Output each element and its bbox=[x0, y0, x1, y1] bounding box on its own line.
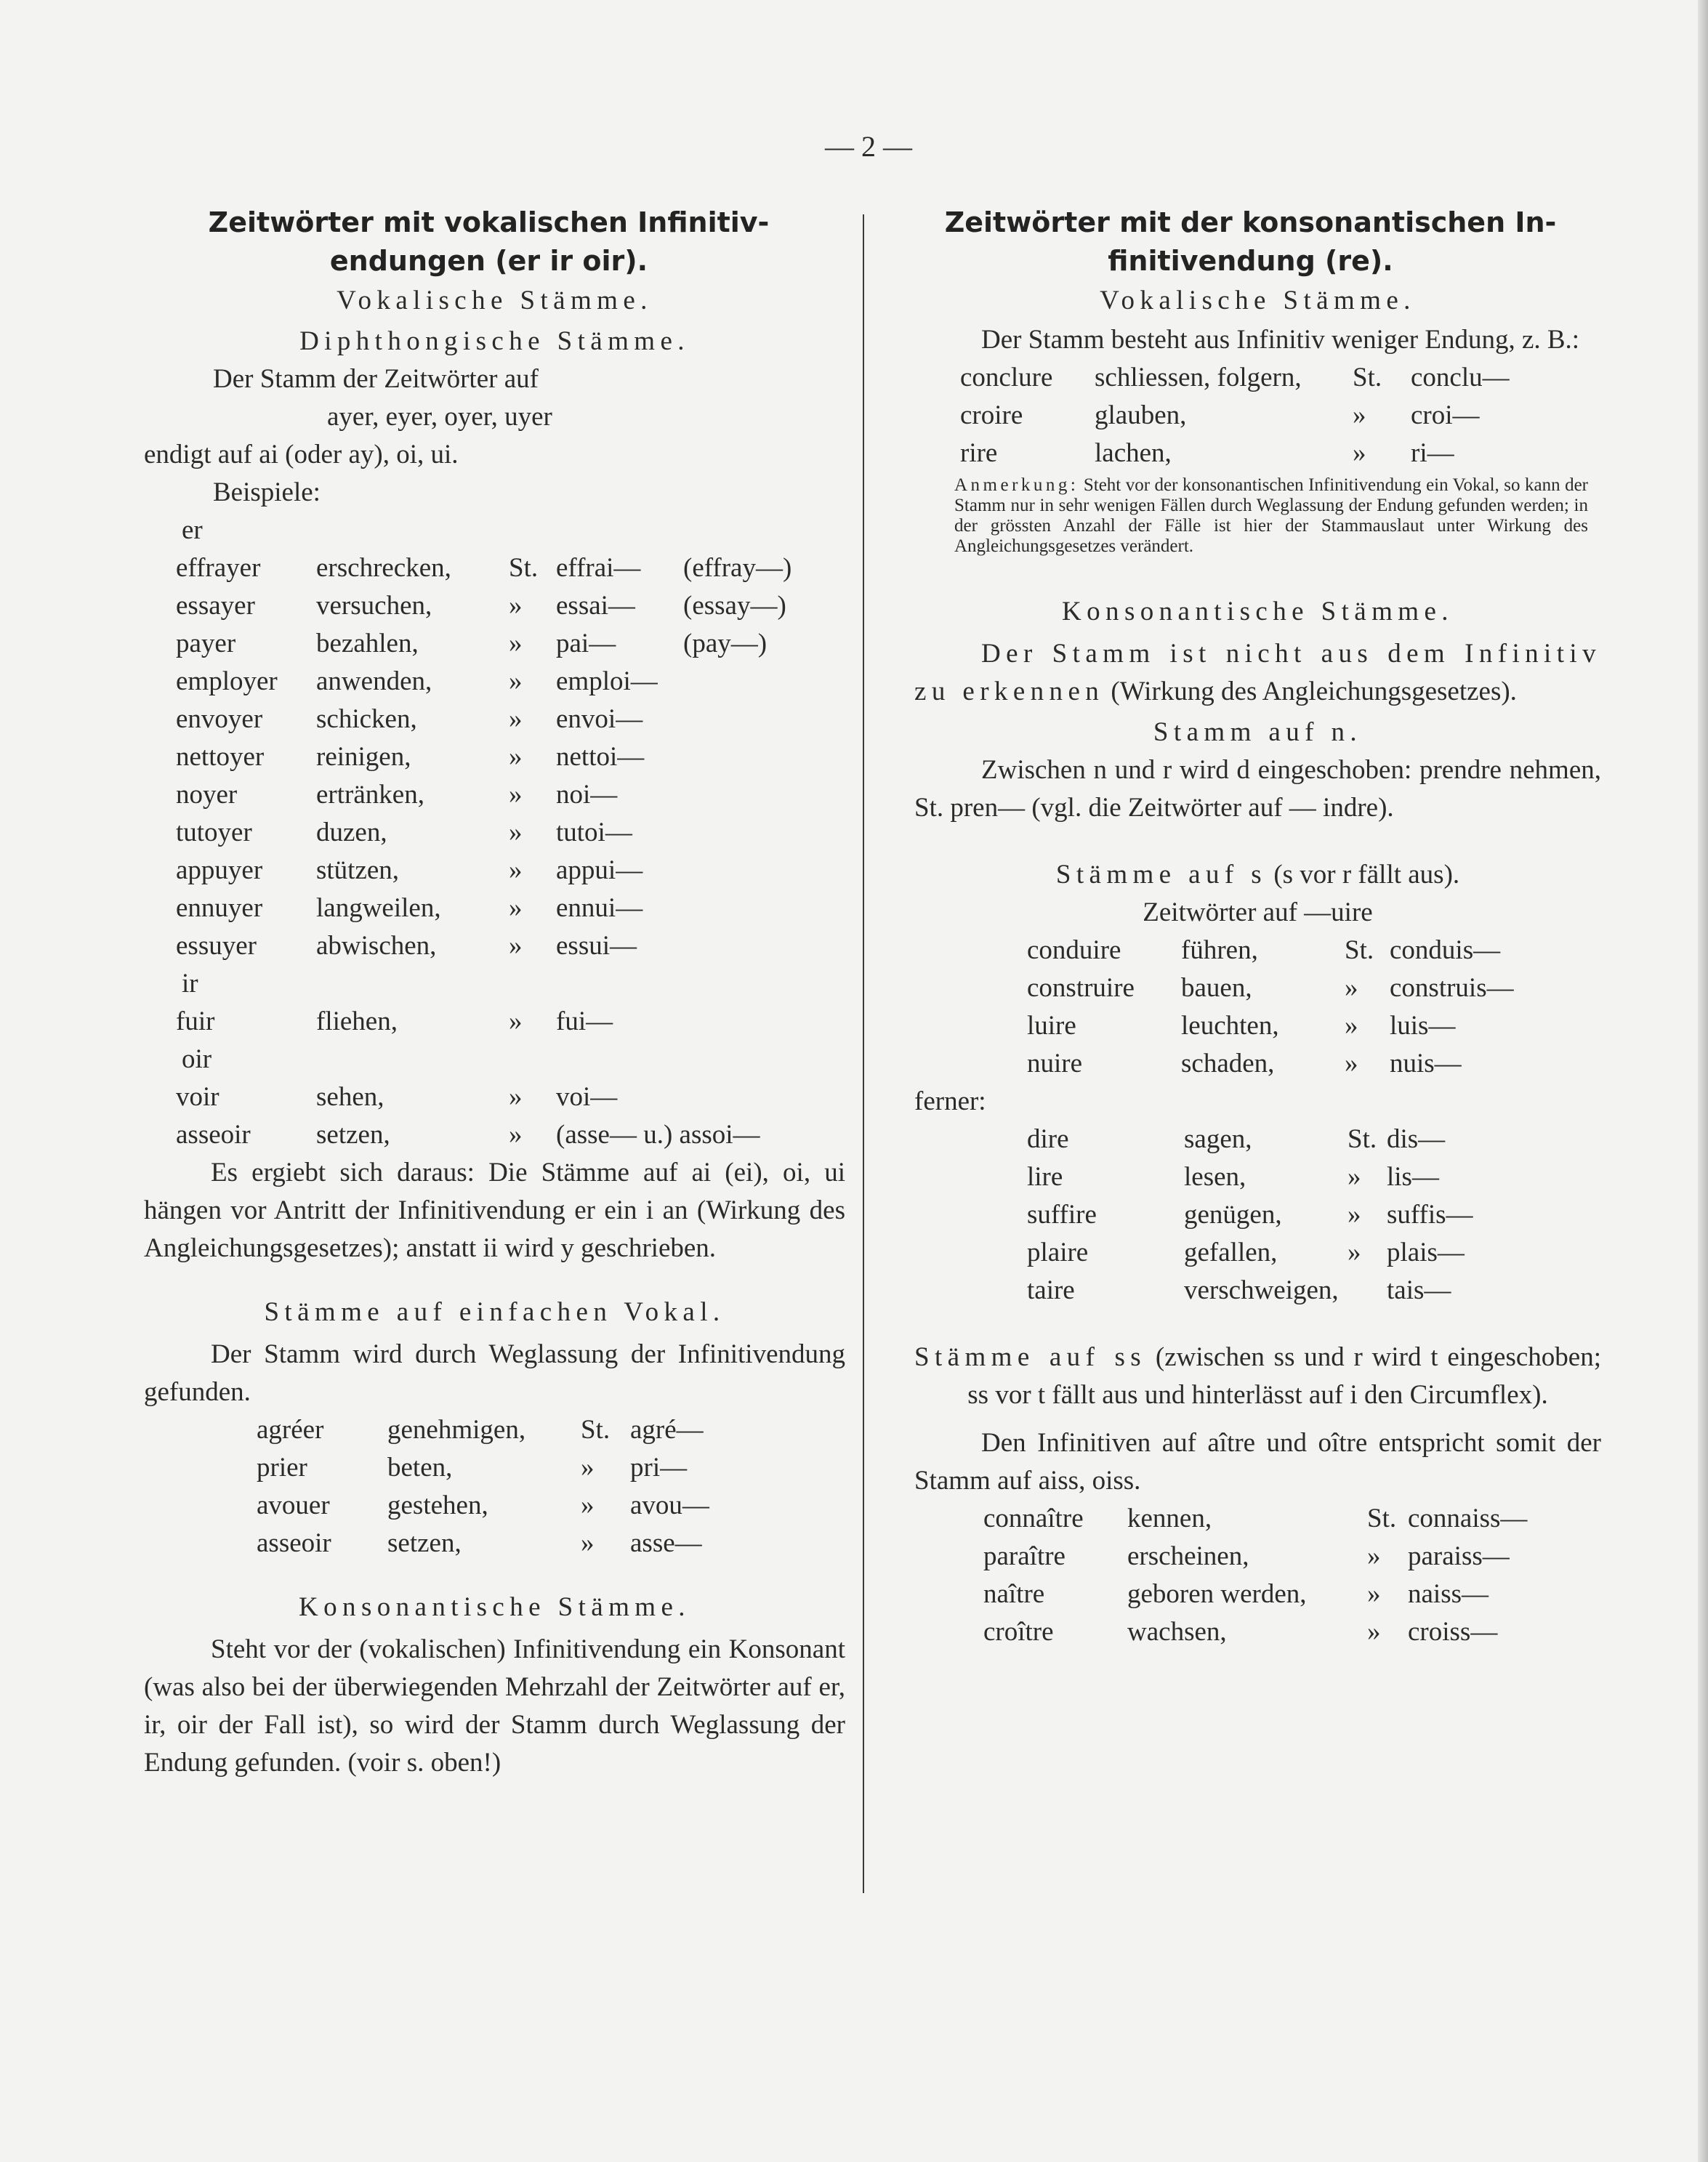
left-subheading-vokalisch: Vokalische Stämme. bbox=[337, 286, 653, 315]
verb-row bbox=[144, 587, 845, 625]
left-intro-2: ayer, eyer, oyer, uyer bbox=[327, 402, 552, 432]
verb-infinitive: tutoyer bbox=[176, 818, 252, 847]
verb-alt bbox=[683, 890, 821, 927]
verb-row bbox=[914, 1121, 1601, 1158]
verb-meaning: bauen, bbox=[1181, 973, 1252, 1003]
verb-meaning: abwischen, bbox=[316, 931, 437, 961]
verb-row bbox=[914, 1272, 1601, 1310]
verb-meaning: setzen, bbox=[387, 1528, 462, 1558]
verb-mark: » bbox=[1345, 973, 1358, 1003]
verb-mark: St. bbox=[1367, 1504, 1397, 1533]
verb-stem: croiss— bbox=[1408, 1617, 1498, 1647]
verb-alt bbox=[683, 701, 821, 738]
left-verb-table-ir bbox=[144, 1003, 845, 1041]
verb-meaning: wachsen, bbox=[1127, 1617, 1227, 1647]
verb-stem: agré— bbox=[630, 1415, 704, 1445]
verb-meaning: kennen, bbox=[1127, 1504, 1212, 1533]
right-subheading-konsonantisch: Konsonantische Stämme. bbox=[1062, 597, 1454, 626]
verb-meaning: verschweigen, bbox=[1184, 1275, 1339, 1305]
right-intro: Der Stamm besteht aus Infinitiv weniger Endung, z. B.: bbox=[981, 325, 1580, 355]
verb-meaning: lachen, bbox=[1095, 438, 1172, 468]
verb-stem: voi— bbox=[556, 1082, 618, 1112]
verb-mark: » bbox=[509, 704, 523, 734]
right-verb-table-uire bbox=[914, 932, 1601, 1083]
verb-mark: » bbox=[1348, 1200, 1361, 1230]
verb-stem: plais— bbox=[1387, 1238, 1465, 1267]
right-heading: Zeitwörter mit der konsonantischen In-finitivendung (re). bbox=[944, 206, 1557, 277]
verb-stem: noi— bbox=[556, 780, 618, 810]
verb-row bbox=[144, 549, 845, 587]
right-note bbox=[954, 475, 1588, 557]
verb-stem: construis— bbox=[1390, 973, 1514, 1003]
verb-mark: St. bbox=[1353, 363, 1382, 392]
left-group-oir: oir bbox=[182, 1044, 212, 1074]
verb-alt bbox=[683, 776, 821, 814]
verb-mark: » bbox=[509, 742, 523, 772]
right-aitre-text: Den Infinitiven auf aître und oître entspricht somit der Stamm auf aiss, oiss. bbox=[914, 1428, 1601, 1496]
verb-meaning: bezahlen, bbox=[316, 629, 419, 658]
verb-infinitive: essuyer bbox=[176, 931, 257, 961]
verb-infinitive: effrayer bbox=[176, 553, 261, 583]
verb-mark: » bbox=[1353, 438, 1366, 468]
right-verb-table-ferner bbox=[914, 1121, 1601, 1310]
verb-stem: essai— bbox=[556, 591, 635, 621]
right-verb-table-aitre bbox=[914, 1500, 1601, 1651]
verb-stem: ri— bbox=[1411, 438, 1454, 468]
verb-row bbox=[144, 1487, 845, 1525]
left-verb-table-simple bbox=[144, 1411, 845, 1562]
right-verb-table-vokalisch bbox=[914, 359, 1601, 472]
verb-infinitive: naître bbox=[983, 1579, 1045, 1609]
verb-row bbox=[914, 1576, 1601, 1613]
verb-meaning: reinigen, bbox=[316, 742, 411, 772]
verb-stem: paraiss— bbox=[1408, 1541, 1510, 1571]
ss-rest: (zwischen ss und r wird t eingeschoben; ss vor t fällt aus und hinterlässt auf i den Circumflex). bbox=[967, 1342, 1601, 1410]
verb-infinitive: croître bbox=[983, 1617, 1054, 1647]
left-kons-text: Steht vor der (vokalischen) Infinitivendung ein Konsonant (was also bei der überwiegenden Mehrzahl der Zeitwörter auf er, ir, oir der Fall ist), so wird der Stamm durch Weglassung der Endung gefunden. (voir s. oben!) bbox=[144, 1634, 845, 1778]
left-simple-text: Der Stamm wird durch Weglassung der Infinitivendung gefunden. bbox=[144, 1339, 845, 1407]
verb-alt bbox=[683, 663, 821, 701]
right-subheading-vokalisch: Vokalische Stämme. bbox=[1100, 286, 1416, 315]
verb-stem: nettoi— bbox=[556, 742, 645, 772]
verb-stem: croi— bbox=[1411, 400, 1480, 430]
verb-meaning: setzen, bbox=[316, 1120, 390, 1150]
verb-stem: emploi— bbox=[556, 666, 658, 696]
column-divider bbox=[863, 214, 864, 1893]
verb-meaning: sehen, bbox=[316, 1082, 384, 1112]
verb-mark: » bbox=[1345, 1049, 1358, 1078]
left-conclusion: Es ergiebt sich daraus: Die Stämme auf ai (ei), oi, ui hängen vor Antritt der Infinitivendung er ein i an (Wirkung des Angleichungsgesetzes); anstatt ii wird y geschrieben. bbox=[144, 1158, 845, 1263]
verb-meaning: schicken, bbox=[316, 704, 417, 734]
verb-mark: » bbox=[509, 1120, 523, 1150]
verb-row bbox=[914, 1007, 1601, 1045]
verb-row bbox=[914, 1045, 1601, 1083]
stamm-s-rest: (s vor r fällt aus). bbox=[1273, 860, 1460, 890]
verb-row bbox=[144, 814, 845, 852]
verb-mark: » bbox=[1348, 1238, 1361, 1267]
verb-row bbox=[144, 1525, 845, 1562]
kons-spaced: Der Stamm ist nicht aus dem Infinitiv zu erkennen bbox=[914, 639, 1601, 706]
verb-stem: suffis— bbox=[1387, 1200, 1473, 1230]
verb-mark: » bbox=[1348, 1162, 1361, 1192]
verb-stem: naiss— bbox=[1408, 1579, 1489, 1609]
left-subheading-einfach: Stämme auf einfachen Vokal. bbox=[264, 1297, 725, 1327]
right-n-text: Zwischen n und r wird d eingeschoben: prendre nehmen, St. pren— (vgl. die Zeitwörter auf — indre). bbox=[914, 755, 1601, 823]
right-ss-text bbox=[914, 1339, 1601, 1414]
verb-infinitive: luire bbox=[1027, 1011, 1076, 1041]
verb-meaning: leuchten, bbox=[1181, 1011, 1279, 1041]
verb-stem: appui— bbox=[556, 855, 643, 885]
verb-meaning: schaden, bbox=[1181, 1049, 1275, 1078]
verb-infinitive: conduire bbox=[1027, 935, 1121, 965]
right-subheading-stamm-n: Stamm auf n. bbox=[1153, 717, 1363, 747]
right-kons-text bbox=[914, 635, 1601, 711]
verb-meaning: schliessen, folgern, bbox=[1095, 363, 1302, 392]
left-subheading-diphthong: Diphthongische Stämme. bbox=[299, 326, 690, 356]
verb-infinitive: appuyer bbox=[176, 855, 263, 885]
verb-infinitive: dire bbox=[1027, 1124, 1069, 1154]
kons-rest: (Wirkung des Angleichungsgesetzes). bbox=[1111, 677, 1517, 706]
verb-mark: » bbox=[1367, 1617, 1381, 1647]
verb-infinitive: taire bbox=[1027, 1275, 1075, 1305]
left-group-ir: ir bbox=[182, 969, 198, 999]
verb-row bbox=[144, 927, 845, 965]
verb-infinitive: paraître bbox=[983, 1541, 1066, 1571]
verb-mark: » bbox=[509, 818, 523, 847]
verb-stem: conduis— bbox=[1390, 935, 1501, 965]
verb-row bbox=[144, 1116, 845, 1154]
verb-stem: connaiss— bbox=[1408, 1504, 1528, 1533]
verb-alt bbox=[683, 927, 821, 965]
verb-mark: St. bbox=[581, 1415, 611, 1445]
verb-infinitive: lire bbox=[1027, 1162, 1063, 1192]
left-column bbox=[144, 203, 845, 1782]
verb-stem: conclu— bbox=[1411, 363, 1510, 392]
right-ferner: ferner: bbox=[914, 1086, 986, 1116]
verb-stem: pri— bbox=[630, 1453, 688, 1483]
verb-mark: » bbox=[509, 591, 523, 621]
verb-infinitive: asseoir bbox=[257, 1528, 331, 1558]
verb-stem: avou— bbox=[630, 1491, 709, 1520]
verb-mark: St. bbox=[509, 553, 539, 583]
verb-mark: » bbox=[509, 931, 523, 961]
left-verb-table-oir bbox=[144, 1078, 845, 1154]
left-subheading-konsonantisch: Konsonantische Stämme. bbox=[299, 1592, 690, 1622]
verb-stem: ennui— bbox=[556, 893, 643, 923]
verb-meaning: beten, bbox=[387, 1453, 453, 1483]
verb-row bbox=[914, 1538, 1601, 1576]
verb-mark: St. bbox=[1345, 935, 1374, 965]
verb-infinitive: fuir bbox=[176, 1007, 215, 1036]
verb-meaning: gefallen, bbox=[1184, 1238, 1278, 1267]
verb-row bbox=[914, 1613, 1601, 1651]
verb-stem: envoi— bbox=[556, 704, 643, 734]
verb-row bbox=[144, 663, 845, 701]
verb-alt: (essay—) bbox=[683, 591, 786, 621]
verb-meaning: genehmigen, bbox=[387, 1415, 526, 1445]
verb-meaning: langweilen, bbox=[316, 893, 441, 923]
verb-row bbox=[914, 359, 1601, 397]
verb-row bbox=[144, 1078, 845, 1116]
verb-infinitive: voir bbox=[176, 1082, 219, 1112]
verb-infinitive: noyer bbox=[176, 780, 238, 810]
verb-row bbox=[914, 1500, 1601, 1538]
verb-row bbox=[144, 738, 845, 776]
verb-alt bbox=[683, 814, 821, 852]
verb-infinitive: conclure bbox=[960, 363, 1053, 392]
verb-meaning: erscheinen, bbox=[1127, 1541, 1249, 1571]
verb-infinitive: prier bbox=[257, 1453, 307, 1483]
left-heading: Zeitwörter mit vokalischen Infinitiv-endungen (er ir oir). bbox=[208, 206, 770, 277]
stamm-s-spaced: Stämme auf s bbox=[1055, 860, 1268, 890]
verb-stem: lis— bbox=[1387, 1162, 1439, 1192]
verb-mark: » bbox=[1345, 1011, 1358, 1041]
verb-infinitive: agréer bbox=[257, 1415, 324, 1445]
page-edge-shadow bbox=[1698, 0, 1708, 2162]
verb-infinitive: construire bbox=[1027, 973, 1135, 1003]
verb-stem: dis— bbox=[1387, 1124, 1446, 1154]
verb-stem: pai— bbox=[556, 629, 616, 658]
verb-meaning: erschrecken, bbox=[316, 553, 451, 583]
verb-row bbox=[144, 890, 845, 927]
verb-infinitive: connaître bbox=[983, 1504, 1084, 1533]
verb-mark: » bbox=[581, 1528, 595, 1558]
verb-mark: » bbox=[509, 666, 523, 696]
verb-infinitive: employer bbox=[176, 666, 278, 696]
verb-mark: » bbox=[509, 855, 523, 885]
verb-meaning: geboren werden, bbox=[1127, 1579, 1307, 1609]
verb-infinitive: croire bbox=[960, 400, 1023, 430]
verb-meaning: glauben, bbox=[1095, 400, 1187, 430]
ss-spaced: Stämme auf ss bbox=[914, 1342, 1147, 1372]
verb-row bbox=[144, 1003, 845, 1041]
verb-alt: (pay—) bbox=[683, 629, 768, 658]
verb-stem: essui— bbox=[556, 931, 637, 961]
verb-stem: asse— bbox=[630, 1528, 702, 1558]
verb-infinitive: suffire bbox=[1027, 1200, 1097, 1230]
note-label: Anmerkung: bbox=[954, 475, 1079, 495]
verb-row bbox=[914, 1158, 1601, 1196]
right-column bbox=[914, 203, 1601, 1651]
verb-mark: » bbox=[509, 1007, 523, 1036]
verb-alt bbox=[683, 1003, 821, 1041]
verb-row bbox=[144, 1449, 845, 1487]
verb-meaning: fliehen, bbox=[316, 1007, 398, 1036]
verb-infinitive: essayer bbox=[176, 591, 255, 621]
verb-infinitive: nuire bbox=[1027, 1049, 1083, 1078]
verb-row bbox=[914, 1234, 1601, 1272]
verb-infinitive: ennuyer bbox=[176, 893, 263, 923]
verb-row bbox=[144, 1411, 845, 1449]
verb-stem: tais— bbox=[1387, 1275, 1451, 1305]
verb-mark: » bbox=[1367, 1541, 1381, 1571]
verb-meaning: anwenden, bbox=[316, 666, 432, 696]
verb-infinitive: envoyer bbox=[176, 704, 263, 734]
verb-stem: luis— bbox=[1390, 1011, 1456, 1041]
verb-alt bbox=[683, 738, 821, 776]
verb-mark: » bbox=[509, 780, 523, 810]
verb-mark: » bbox=[1353, 400, 1366, 430]
verb-stem: nuis— bbox=[1390, 1049, 1462, 1078]
verb-row bbox=[914, 1196, 1601, 1234]
verb-meaning: ertränken, bbox=[316, 780, 424, 810]
verb-meaning: lesen, bbox=[1184, 1162, 1246, 1192]
verb-row bbox=[144, 852, 845, 890]
verb-mark: » bbox=[509, 893, 523, 923]
verb-row bbox=[144, 625, 845, 663]
verb-stem: effrai— bbox=[556, 553, 641, 583]
verb-infinitive: avouer bbox=[257, 1491, 330, 1520]
verb-meaning: versuchen, bbox=[316, 591, 432, 621]
right-uire-label: Zeitwörter auf —uire bbox=[1143, 898, 1373, 927]
verb-meaning: stützen, bbox=[316, 855, 400, 885]
verb-mark bbox=[1348, 1272, 1387, 1310]
verb-meaning: gestehen, bbox=[387, 1491, 488, 1520]
verb-mark: » bbox=[581, 1453, 595, 1483]
verb-row bbox=[914, 932, 1601, 969]
verb-mark: » bbox=[509, 629, 523, 658]
verb-meaning: sagen, bbox=[1184, 1124, 1252, 1154]
left-beispiele: Beispiele: bbox=[213, 477, 321, 507]
verb-row bbox=[914, 969, 1601, 1007]
verb-infinitive: asseoir bbox=[176, 1120, 251, 1150]
verb-mark: » bbox=[1367, 1579, 1381, 1609]
right-subheading-stamm-s bbox=[914, 856, 1601, 894]
verb-alt bbox=[683, 852, 821, 890]
verb-row bbox=[914, 397, 1601, 435]
verb-meaning: genügen, bbox=[1184, 1200, 1282, 1230]
left-verb-table-er bbox=[144, 549, 845, 965]
page-number: — 2 — bbox=[825, 130, 912, 163]
left-intro-3: endigt auf ai (oder ay), oi, ui. bbox=[144, 440, 459, 469]
verb-infinitive: payer bbox=[176, 629, 236, 658]
verb-meaning: duzen, bbox=[316, 818, 387, 847]
verb-infinitive: rire bbox=[960, 438, 998, 468]
verb-row bbox=[914, 435, 1601, 472]
left-group-er: er bbox=[182, 515, 203, 545]
verb-row bbox=[144, 701, 845, 738]
verb-alt: (effray—) bbox=[683, 553, 792, 583]
verb-meaning: führen, bbox=[1181, 935, 1258, 965]
verb-mark: » bbox=[581, 1491, 595, 1520]
verb-infinitive: nettoyer bbox=[176, 742, 265, 772]
verb-row bbox=[144, 776, 845, 814]
verb-mark: St. bbox=[1348, 1124, 1377, 1154]
verb-mark: » bbox=[509, 1082, 523, 1112]
verb-stem: (asse— u.) assoi— bbox=[556, 1120, 760, 1150]
verb-stem: fui— bbox=[556, 1007, 613, 1036]
left-intro-1: Der Stamm der Zeitwörter auf bbox=[213, 364, 539, 394]
note-text: Steht vor der konsonantischen Infinitivendung ein Vokal, so kann der Stamm nur in sehr wenigen Fällen durch Weglassung der Endung gefunden werden; in der grössten Anzahl der Fälle ist hier der Stammauslaut unter Wirkung des Angleichungsgesetzes verändert. bbox=[954, 475, 1588, 556]
verb-stem: tutoi— bbox=[556, 818, 632, 847]
verb-infinitive: plaire bbox=[1027, 1238, 1089, 1267]
